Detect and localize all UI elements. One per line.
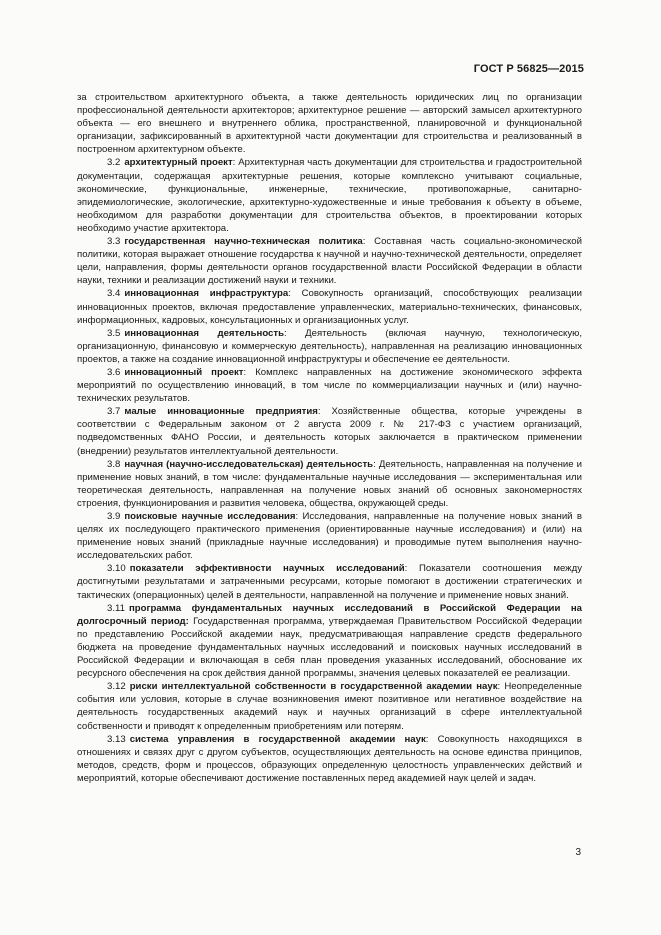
item-definition: : Исследования, направленные на получение новых знаний в целях их последующего практического применения (ориентированные научные исследования) и (или) на применение новых знаний (прикладные научные исследования) и проводимые путем выполнения научно-исследовательских работ. [77, 511, 582, 562]
item-number: 3.4 [107, 288, 121, 300]
item-term: научная (научно-исследовательская) деятельность [124, 458, 374, 470]
item-definition: : Комплекс направленных на достижение экономического эффекта мероприятий по осуществлению инноваций, в том числе по коммерциализации научных и (или) научно-технических результатов. [77, 366, 582, 405]
item-number: 3.12 [107, 681, 126, 693]
definition-item [77, 287, 582, 326]
item-definition: : Неопределенные события или условия, которые в случае возникновения имеют позитивное или негативное воздействие на деятельность государственных академий наук и научных организаций в сфере интеллектуальной собственности и приводят к определенным приобретениям или потерям. [77, 681, 582, 732]
definition-item [77, 235, 582, 287]
item-term: система управления в государственной академии наук [129, 733, 426, 745]
definition-item [77, 562, 582, 601]
intro-paragraph: за строительством архитектурного объекта, а также деятельность юридических лиц по организации профессиональной деятельности архитекторов; архитектурное решение — авторский замысел архитектурного объекта — его внешнего и внутреннего облика, пространственной, планировочной и функциональной организации, зафиксированный в архитектурной части документации для строительства и реализованный в построенном архитектурном объекте. [77, 92, 582, 156]
item-definition: : Совокупность находящихся в отношениях и связях друг с другом субъектов, осуществляющих деятельность на основе единства принципов, методов, средств, форм и процессов, образующих определенную целостность управленческих действий и мероприятий, которые обеспечивают достижение поставленных перед академией наук целей и задач. [77, 733, 582, 784]
standard-header: ГОСТ Р 56825—2015 [473, 63, 584, 75]
item-number: 3.13 [107, 733, 126, 745]
item-term: поисковые научные исследования [124, 511, 296, 522]
item-term: показатели эффективности научных исследований [129, 563, 405, 575]
page-number: 3 [575, 847, 581, 858]
item-number: 3.3 [107, 236, 121, 248]
item-term: архитектурный проект [124, 157, 233, 169]
definition-item [77, 680, 582, 732]
document-body [77, 91, 582, 785]
item-definition: : Деятельность, направленная на получение и применение новых знаний, в том числе: фундаментальные научные исследования — экспериментальная или теоретическая деятельность, направленная на получение новых знаний об основных закономерностях строения, функционирования и развития человека, общества, окружающей среды. [77, 458, 582, 509]
definition-item [77, 405, 582, 457]
item-term: малые инновационные предприятия [124, 406, 318, 418]
item-number: 3.6 [107, 366, 121, 378]
item-number: 3.5 [107, 327, 121, 339]
item-number: 3.11 [107, 602, 125, 614]
item-term: инновационная деятельность [124, 327, 284, 339]
definition-item [77, 458, 582, 510]
definition-item [77, 327, 582, 366]
item-term: инновационная инфраструктура [124, 288, 289, 300]
item-number: 3.8 [107, 458, 121, 470]
definition-item [77, 733, 582, 785]
definition-item [77, 156, 582, 235]
definition-item [77, 602, 582, 681]
item-term: инновационный проект [124, 366, 244, 378]
definition-item [77, 366, 582, 405]
item-term: государственная научно-техническая политика [124, 236, 363, 248]
item-definition: : Совокупность организаций, способствующих реализации инновационных проектов, включая предоставление управленческих, материально-технических, финансовых, информационных, кадровых, консультационных и организационных услуг. [77, 288, 582, 326]
item-number: 3.10 [107, 563, 126, 575]
item-definition: : Показатели соотношения между достигнутыми результатами и затраченными ресурсами, которые помогают в достижении стратегических и тактических (операционных) целей в деятельности, направленной на получение и применение новых знаний. [77, 563, 582, 601]
item-definition: : Архитектурная часть документации для строительства и градостроительной документации, содержащая архитектурные решения, которые комплексно учитывают социальные, экономические, функциональные, инженерные, технические, противопожарные, санитарно-эпидемиологические, экологические, архитектурно-художественные и иные требования к объекту в объеме, необходимом для разработки документации для строительства объектов, в проектировании которых необходимо участие архитектора. [77, 157, 582, 234]
item-definition: Государственная программа, утверждаемая Правительством Российской Федерации по представлению Российской академии наук, предусматривающая направление средств федерального бюджета на проведение фундаментальных научных исследований и поисковых научных исследований в Российской Федерации и включающая в себя план проведения указанных исследований, обоснование их ресурсного обеспечения на срок действия данной программы, значения целевых показателей ее реализации. [77, 615, 582, 680]
item-term: риски интеллектуальной собственности в государственной академии наук [129, 681, 498, 693]
item-number: 3.7 [107, 406, 121, 418]
item-number: 3.9 [107, 511, 121, 522]
item-definition: : Хозяйственные общества, которые учреждены в соответствии с Федеральным законом от 2 августа 2009 г. № 217-ФЗ с участием организаций, подведомственных ФАНО России, и деятельность которых заключается в практическом применении (внедрении) результатов интеллектуальной деятельности. [77, 406, 582, 457]
item-term: программа фундаментальных научных исследований в Российской Федерации на долгосрочный период: [77, 602, 582, 627]
definition-item [77, 510, 582, 562]
item-definition: : Деятельность (включая научную, технологическую, организационную, финансовую и коммерческую деятельность), направленная на реализацию инновационных проектов, а также на создание инновационной инфраструктуры и обеспечение ее деятельности. [77, 327, 582, 365]
item-definition: : Составная часть социально-экономической политики, которая выражает отношение государства к научной и научно-технической деятельности, определяет цели, направления, формы деятельности органов государственной власти Российской Федерации в области науки, техники и реализации достижений науки и техники. [77, 236, 582, 287]
item-number: 3.2 [107, 157, 121, 169]
